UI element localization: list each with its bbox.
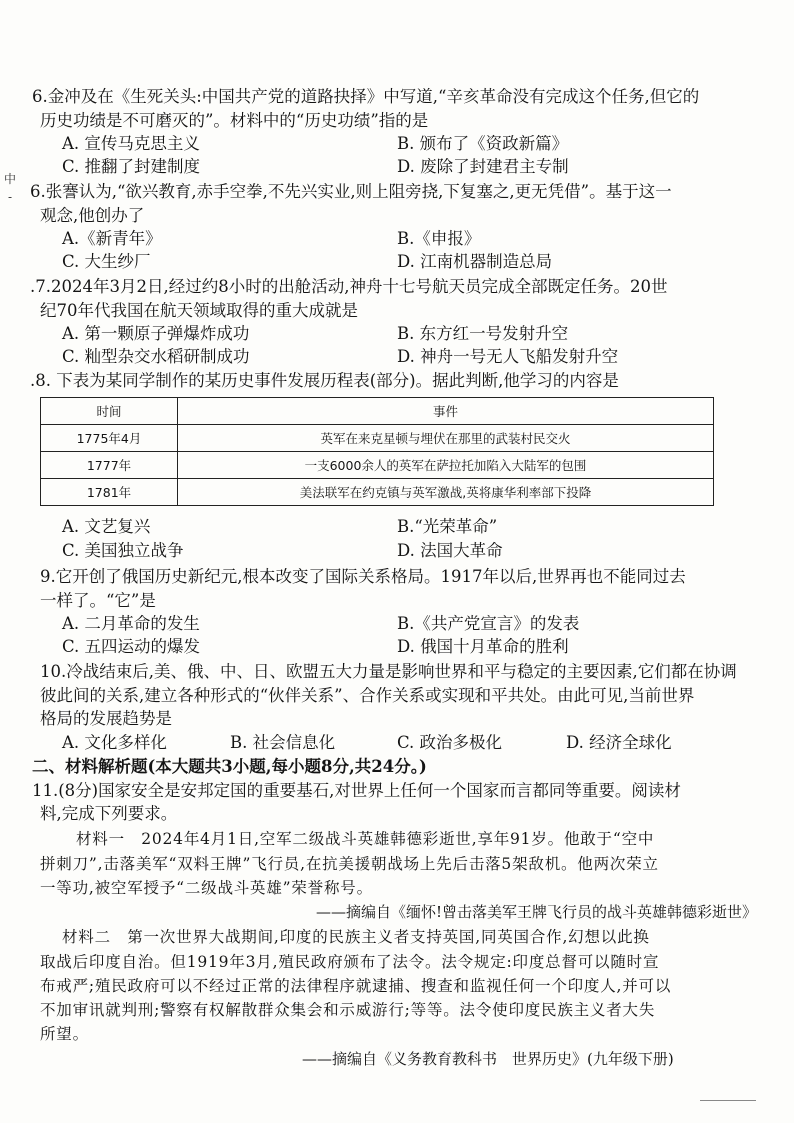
question-6-stem-cont: 历史功绩是不可磨灭的”。材料中的“历史功绩”指的是 (40, 111, 429, 130)
question-zhang-stem-cont: 观念,他创办了 (40, 206, 145, 225)
q7-option-c: C. 籼型杂交水稻研制成功 (62, 347, 250, 366)
table-row (41, 479, 714, 506)
table-cell-time: 1781年 (41, 479, 178, 506)
question-10-stem-cont: 彼此间的关系,建立各种形式的“伙伴关系”、合作关系或实现和平共处。由此可见,当前世界 (40, 686, 695, 705)
question-7-stem: .7.2024年3月2日,经过约8小时的出舱活动,神舟十七号航天员完成全部既定任务。20世 (30, 277, 668, 296)
q8-option-d: D. 法国大革命 (397, 541, 503, 560)
q10-option-b: B. 社会信息化 (230, 733, 336, 752)
qz-option-b: B.《申报》 (397, 229, 481, 248)
question-zhang-stem: 6.张謇认为,“欲兴教育,赤手空拳,不先兴实业,则上阻旁挠,下复塞之,更无凭借”。基于这一 (30, 182, 672, 201)
q9-option-a: A. 二月革命的发生 (62, 614, 200, 633)
q6-option-b: B. 颁布了《资政新篇》 (397, 134, 569, 153)
history-timeline-table (40, 397, 714, 506)
material-2-line: 取战后印度自治。但1919年3月,殖民政府颁布了法令。法令规定:印度总督可以随时宣 (40, 953, 660, 971)
question-11-stem-cont: 料,完成下列要求。 (40, 804, 178, 823)
material-2-line: 布戒严;殖民政府可以不经过正常的法律程序就逮捕、搜查和监视任何一个印度人,并可以 (40, 977, 672, 995)
question-9-stem: 9.它开创了俄国历史新纪元,根本改变了国际关系格局。1917年以后,世界再也不能同过去 (40, 567, 686, 586)
q6-option-a: A. 宣传马克思主义 (62, 134, 200, 153)
q9-option-d: D. 俄国十月革命的胜利 (397, 637, 569, 656)
question-8-stem: .8. 下表为某同学制作的某历史事件发展历程表(部分)。据此判断,他学习的内容是 (30, 371, 619, 390)
material-2-line: 不加审讯就判刑;警察有权解散群众集会和示威游行;等等。法令使印度民族主义者大失 (40, 1001, 656, 1019)
q9-option-b: B.《共产党宣言》的发表 (397, 614, 580, 633)
q7-option-d: D. 神舟一号无人飞船发射升空 (397, 347, 619, 366)
material-1-line: 一等功,被空军授予“二级战斗英雄”荣誉称号。 (40, 879, 373, 897)
q8-option-c: C. 美国独立战争 (62, 541, 184, 560)
table-header-time: 时间 (41, 398, 178, 425)
q9-option-c: C. 五四运动的爆发 (62, 637, 201, 656)
qz-option-c: C. 大生纱厂 (62, 252, 151, 271)
table-row (41, 425, 714, 452)
question-10-stem-cont2: 格局的发展趋势是 (40, 709, 172, 728)
table-header-event: 事件 (178, 398, 714, 425)
material-1-line: 拼刺刀”,击落美军“双料王牌”飞行员,在抗美援朝战场上先后击落5架敌机。他两次荣立 (40, 855, 659, 873)
q7-option-a: A. 第一颗原子弹爆炸成功 (62, 324, 250, 343)
q10-option-d: D. 经济全球化 (566, 733, 672, 752)
q8-option-b: B.“光荣革命” (397, 517, 498, 536)
q10-option-c: C. 政治多极化 (397, 733, 503, 752)
qz-option-d: D. 江南机器制造总局 (397, 252, 553, 271)
table-cell-event: 一支6000余人的英军在萨拉托加陷入大陆军的包围 (178, 452, 714, 479)
material-1-line: 材料一 2024年4月1日,空军二级战斗英雄韩德彩逝世,享年91岁。他敢于“空中 (76, 830, 655, 848)
table-row (41, 452, 714, 479)
material-1-source: ——摘编自《缅怀!曾击落美军王牌飞行员的战斗英雄韩德彩逝世》 (316, 903, 758, 921)
table-cell-time: 1775年4月 (41, 425, 178, 452)
qz-option-a: A.《新青年》 (62, 229, 162, 248)
question-6-stem: 6.金冲及在《生死关头:中国共产党的道路抉择》中写道,“辛亥革命没有完成这个任务,但它的 (32, 87, 700, 106)
question-10-stem: 10.冷战结束后,美、俄、中、日、欧盟五大力量是影响世界和平与稳定的主要因素,它们都在协调 (40, 662, 737, 681)
question-9-stem-cont: 一样了。“它”是 (40, 591, 156, 610)
q8-option-a: A. 文艺复兴 (62, 517, 151, 536)
q10-option-a: A. 文化多样化 (62, 733, 167, 752)
scan-edge-mark (700, 1100, 756, 1107)
material-2-line: 材料二 第一次世界大战期间,印度的民族主义者支持英国,同英国合作,幻想以此换 (62, 928, 650, 946)
table-cell-event: 英军在来克星顿与埋伏在那里的武装村民交火 (178, 425, 714, 452)
margin-mark: 中 (4, 172, 17, 186)
section-heading: 二、材料解析题(本大题共3小题,每小题8分,共24分。) (32, 757, 427, 776)
margin-mark: - (8, 190, 13, 204)
question-7-stem-cont: 纪70年代我国在航天领域取得的重大成就是 (40, 301, 358, 320)
q6-option-d: D. 废除了封建君主专制 (397, 157, 569, 176)
question-11-stem: 11.(8分)国家安全是安邦定国的重要基石,对世界上任何一个国家而言都同等重要。阅读材 (32, 781, 681, 800)
material-2-line: 所望。 (40, 1025, 89, 1043)
q7-option-b: B. 东方红一号发射升空 (397, 324, 569, 343)
table-header-row (41, 398, 714, 425)
table-cell-event: 美法联军在约克镇与英军激战,英将康华利率部下投降 (178, 479, 714, 506)
table-cell-time: 1777年 (41, 452, 178, 479)
q6-option-c: C. 推翻了封建制度 (62, 157, 201, 176)
material-2-source: ——摘编自《义务教育教科书 世界历史》(九年级下册) (302, 1050, 674, 1068)
